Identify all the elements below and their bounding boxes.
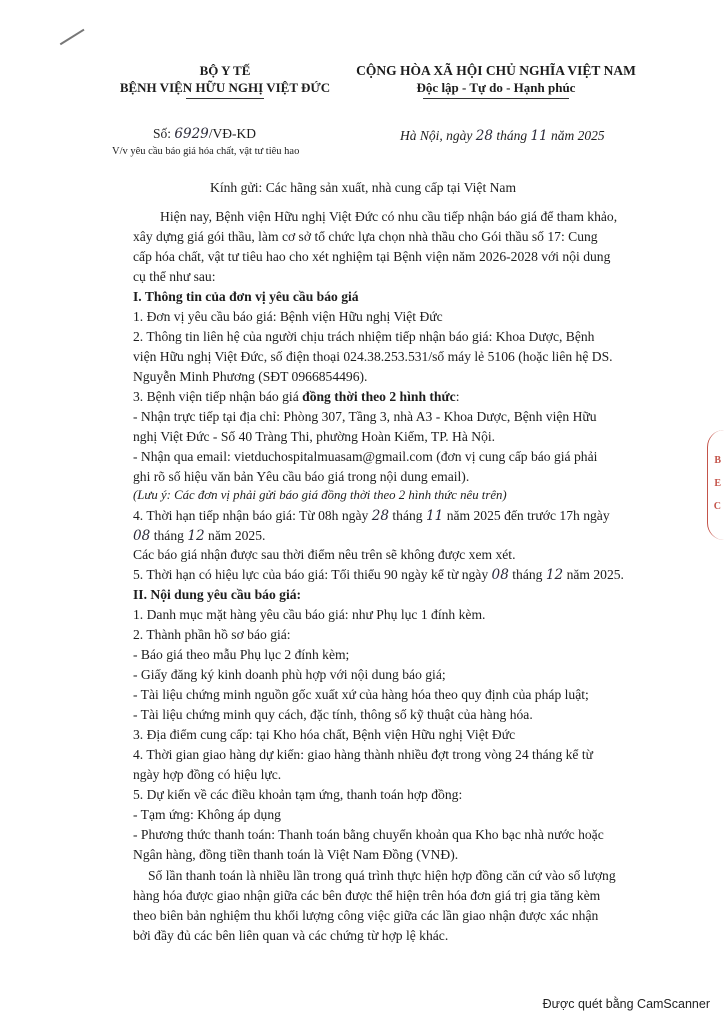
section-2-line: - Giấy đăng ký kinh doanh phù hợp với nội dung báo giá; [133,667,446,682]
section-2-line: - Tài liệu chứng minh quy cách, đặc tính, thông số kỹ thuật của hàng hóa. [133,707,533,722]
recipient: Kính gửi: Các hãng sản xuất, nhà cung cấp tại Việt Nam [210,180,517,195]
section-1-item-3-line: - Nhận trực tiếp tại địa chỉ: Phòng 307, Tầng 3, nhà A3 - Khoa Dược, Bệnh viện Hữu [133,409,597,424]
payment-paragraph-line: theo biên bản nghiệm thu khối lượng công việc giữa các lần giao nhận được xác nhận [133,908,599,923]
intro-line: cụ thể như sau: [133,269,216,284]
month-label: tháng [492,128,531,143]
section-1-item-1: 1. Đơn vị yêu cầu báo giá: Bệnh viện Hữu nghị Việt Đức [133,309,443,324]
item-4-text: tháng [389,508,426,523]
section-1-item-3-line: nghị Việt Đức - Số 40 Tràng Thi, phường Hoàn Kiếm, TP. Hà Nội. [133,429,496,444]
section-2-line: ngày hợp đồng có hiệu lực. [133,767,282,782]
item-5-text: năm 2025. [563,567,624,582]
section-2-line: - Báo giá theo mẫu Phụ lục 2 đính kèm; [133,647,350,662]
stamp-char: B [714,455,721,466]
section-2-line: 2. Thành phần hồ sơ báo giá: [133,627,291,642]
intro-line: Hiện nay, Bệnh viện Hữu nghị Việt Đức có nhu cầu tiếp nhận báo giá để tham khảo, [160,209,618,224]
section-2-line: 3. Địa điểm cung cấp: tại Kho hóa chất, Bệnh viện Hữu nghị Việt Đức [133,727,516,742]
section-1-title: I. Thông tin của đơn vị yêu cầu báo giá [133,289,359,304]
section-2-line: - Phương thức thanh toán: Thanh toán bằng chuyển khoản qua Kho bạc nhà nước hoặc [133,827,604,842]
item-4-month2-handwritten: 12 [187,528,205,544]
section-2-line: - Tài liệu chứng minh nguồn gốc xuất xứ của hàng hóa theo quy định của pháp luật; [133,687,589,702]
doc-no-prefix: Số: [153,126,175,141]
item-5-text: tháng [508,567,546,582]
scan-mark [60,29,85,45]
section-1-item-4 [133,508,610,524]
section-2-line: - Tạm ứng: Không áp dụng [133,807,281,822]
section-1-item-2: 2. Thông tin liên hệ của người chịu trách nhiệm tiếp nhận báo giá: Khoa Dược, Bệnh [133,329,595,344]
section-2-line: 4. Thời gian giao hàng dự kiến: giao hàng thành nhiều đợt trong vòng 24 tháng kể từ [133,747,594,762]
section-2-line: 1. Danh mục mặt hàng yêu cầu báo giá: như Phụ lục 1 đính kèm. [133,607,486,622]
header-underline-right [423,98,569,99]
item-3-bold: đồng thời theo 2 hình thức [302,389,456,404]
day-handwritten: 28 [475,128,493,144]
section-1-item-5 [133,567,624,583]
section-1-item-2: viện Hữu nghị Việt Đức, số điện thoại 024.38.253.531/số máy lẻ 5106 (hoặc liên hệ DS. [133,349,613,364]
payment-paragraph-line: hàng hóa được giao nhận giữa các bên được thể hiện trên hóa đơn giá trị gia tăng kèm [133,888,601,903]
document-subject: V/v yêu cầu báo giá hóa chất, vật tư tiêu hao [112,146,300,157]
item-4-text: năm 2025 đến trước 17h ngày [443,508,610,523]
item-5-month-handwritten: 12 [545,567,564,583]
document-number [153,126,256,142]
item-4-text: tháng [150,528,188,543]
hospital-name: BỆNH VIỆN HỮU NGHỊ VIỆT ĐỨC [119,80,331,95]
doc-no-suffix: /VĐ-KD [208,126,256,141]
item-3-prefix: 3. Bệnh viện tiếp nhận báo giá [133,389,303,404]
section-2-title: II. Nội dung yêu cầu báo giá: [133,587,302,602]
section-2-line: 5. Dự kiến về các điều khoản tạm ứng, thanh toán hợp đồng: [133,787,463,802]
intro-line: cấp hóa chất, vật tư tiêu hao cho xét nghiệm tại Bệnh viện năm 2026-2028 với nội dung [133,249,611,264]
late-notice: Các báo giá nhận được sau thời điểm nêu trên sẽ không được xem xét. [133,547,516,562]
item-5-text: 5. Thời hạn có hiệu lực của báo giá: Tối thiểu 90 ngày kể từ ngày [133,567,492,582]
republic-title: CỘNG HÒA XÃ HỘI CHỦ NGHĨA VIỆT NAM [356,63,636,78]
payment-paragraph-line: Số lần thanh toán là nhiều lần trong quá trình thực hiện hợp đồng căn cứ vào số lượng [148,868,616,883]
place-date [400,128,605,144]
month-handwritten: 11 [530,128,548,144]
ministry-name: BỘ Y TẾ [199,63,251,78]
item-4-text: 4. Thời hạn tiếp nhận báo giá: Từ 08h ngày [133,508,372,523]
section-1-note: (Lưu ý: Các đơn vị phải gửi báo giá đồng thời theo 2 hình thức nêu trên) [133,488,507,502]
section-1-item-4-cont [133,528,265,544]
motto: Độc lập - Tự do - Hạnh phúc [416,80,576,95]
stamp-char: C [713,501,721,512]
camscanner-footer: Được quét bằng CamScanner [542,997,710,1011]
section-1-item-3-line: ghi rõ số hiệu văn bản Yêu cầu báo giá trong nội dung email). [133,469,470,484]
intro-line: xây dựng giá gói thầu, làm cơ sở tổ chức lựa chọn nhà thầu cho Gói thầu số 17: Cung [133,229,598,244]
header-underline-left [186,98,264,99]
date-prefix: Hà Nội, ngày [400,128,476,143]
item-3-suffix: : [455,389,460,404]
section-1-item-3-line: - Nhận qua email: vietduchospitalmuasam@gmail.com (đơn vị cung cấp báo giá phải [133,449,598,464]
item-4-day2-handwritten: 08 [133,528,151,544]
payment-paragraph-line: bởi đầy đủ các bên liên quan và các chứng từ hợp lệ khác. [133,928,449,943]
stamp-char: E [714,478,721,489]
doc-no-handwritten: 6929 [174,126,209,142]
item-4-day-handwritten: 28 [371,508,389,524]
item-4-month-handwritten: 11 [426,508,444,524]
section-2-line: Ngân hàng, đồng tiền thanh toán là Việt Nam Đồng (VNĐ). [133,847,459,862]
year-label: năm 2025 [547,128,605,143]
section-1-item-3 [133,389,459,405]
item-4-text: năm 2025. [204,528,266,543]
item-5-day-handwritten: 08 [491,567,509,583]
section-1-item-2: Nguyễn Minh Phương (SĐT 0966854496). [133,369,368,384]
